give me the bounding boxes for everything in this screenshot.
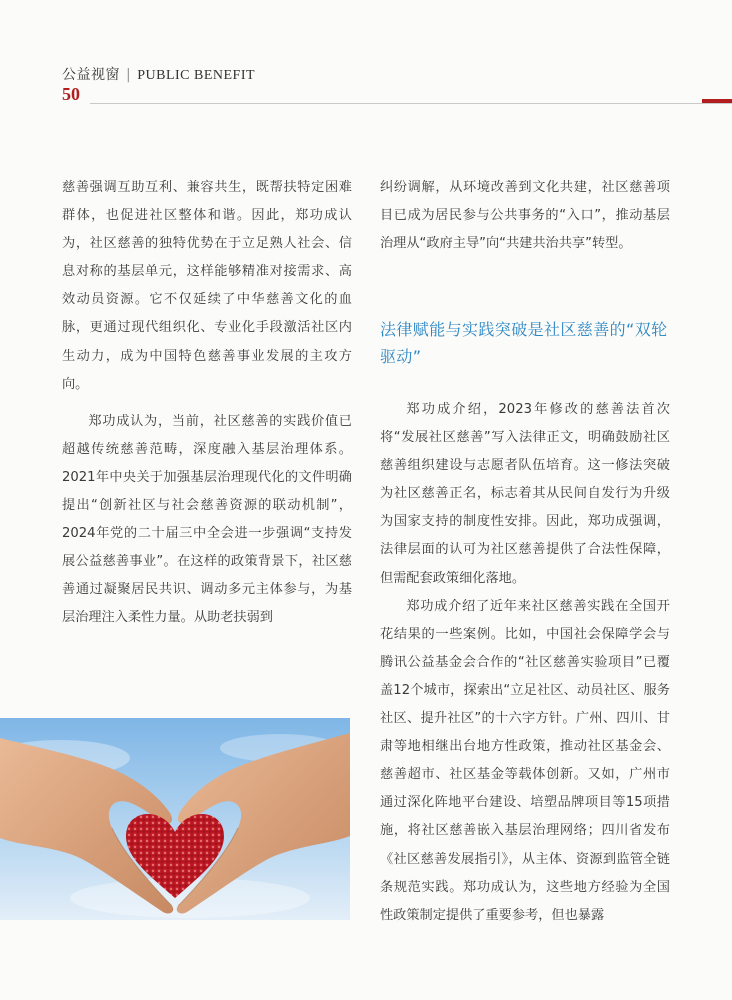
header-divider	[90, 103, 732, 104]
hands-heart-photo	[0, 718, 350, 920]
hands-heart-illustration	[0, 718, 350, 920]
running-header	[62, 64, 255, 84]
header-accent-bar	[702, 99, 732, 103]
right-column	[380, 396, 670, 930]
section-title-cn: 公益视窗	[62, 67, 120, 83]
section-heading: 法律赋能与实践突破是社区慈善的“双轮驱动”	[380, 320, 668, 366]
header-separator: |	[126, 67, 132, 83]
paragraph: 郑功成介绍，2023年修改的慈善法首次将“发展社区慈善”写入法律正文，明确鼓励社区慈善组织建设与志愿者队伍培育。这一修法突破为社区慈善正名，标志着其从民间自发行为升级为国家支持的制度性安排。因此，郑功成强调，法律层面的认可为社区慈善提供了合法性保障，但需配套政策细化落地。	[380, 402, 670, 586]
section-title	[62, 64, 255, 84]
right-column-top	[380, 174, 670, 258]
paragraph: 郑功成介绍了近年来社区慈善实践在全国开花结果的一些案例。比如，中国社会保障学会与腾讯公益基金会合作的“社区慈善实验项目”已覆盖12个城市，探索出“立足社区、动员社区、服务社区、提升社区”的十六字方针。广州、四川、甘肃等地相继出台地方性政策，推动社区基金会、慈善超市、社区基金等载体创新。又如，广州市通过深化阵地平台建设、培塑品牌项目等15项措施，将社区慈善嵌入基层治理网络；四川省发布《社区慈善发展指引》，从主体、资源到监管全链条规范实践。郑功成认为，这些地方经验为全国性政策制定提供了重要参考，但也暴露	[380, 598, 670, 923]
paragraph: 慈善强调互助互利、兼容共生，既帮扶特定困难群体，也促进社区整体和谐。因此，郑功成认为，社区慈善的独特优势在于立足熟人社会、信息对称的基层单元，这样能够精准对接需求、高效动员资源。它不仅延续了中华慈善文化的血脉，更通过现代组织化、专业化手段激活社区内生动力，成为中国特色慈善事业发展的主攻方向。	[62, 180, 352, 392]
section-title-en: PUBLIC BENEFIT	[137, 68, 256, 83]
page-number: 50	[62, 84, 80, 104]
paragraph: 纠纷调解，从环境改善到文化共建，社区慈善项目已成为居民参与公共事务的“入口”，推动基层治理从“政府主导”向“共建共治共享”转型。	[380, 180, 670, 252]
left-column	[62, 174, 352, 633]
paragraph: 郑功成认为，当前，社区慈善的实践价值已超越传统慈善范畴，深度融入基层治理体系。2021年中央关于加强基层治理现代化的文件明确提出“创新社区与社会慈善资源的联动机制”，2024年党的二十届三中全会进一步强调“支持发展公益慈善事业”。在这样的政策背景下，社区慈善通过凝聚居民共识、调动多元主体参与，为基层治理注入柔性力量。从助老扶弱到	[62, 413, 352, 626]
